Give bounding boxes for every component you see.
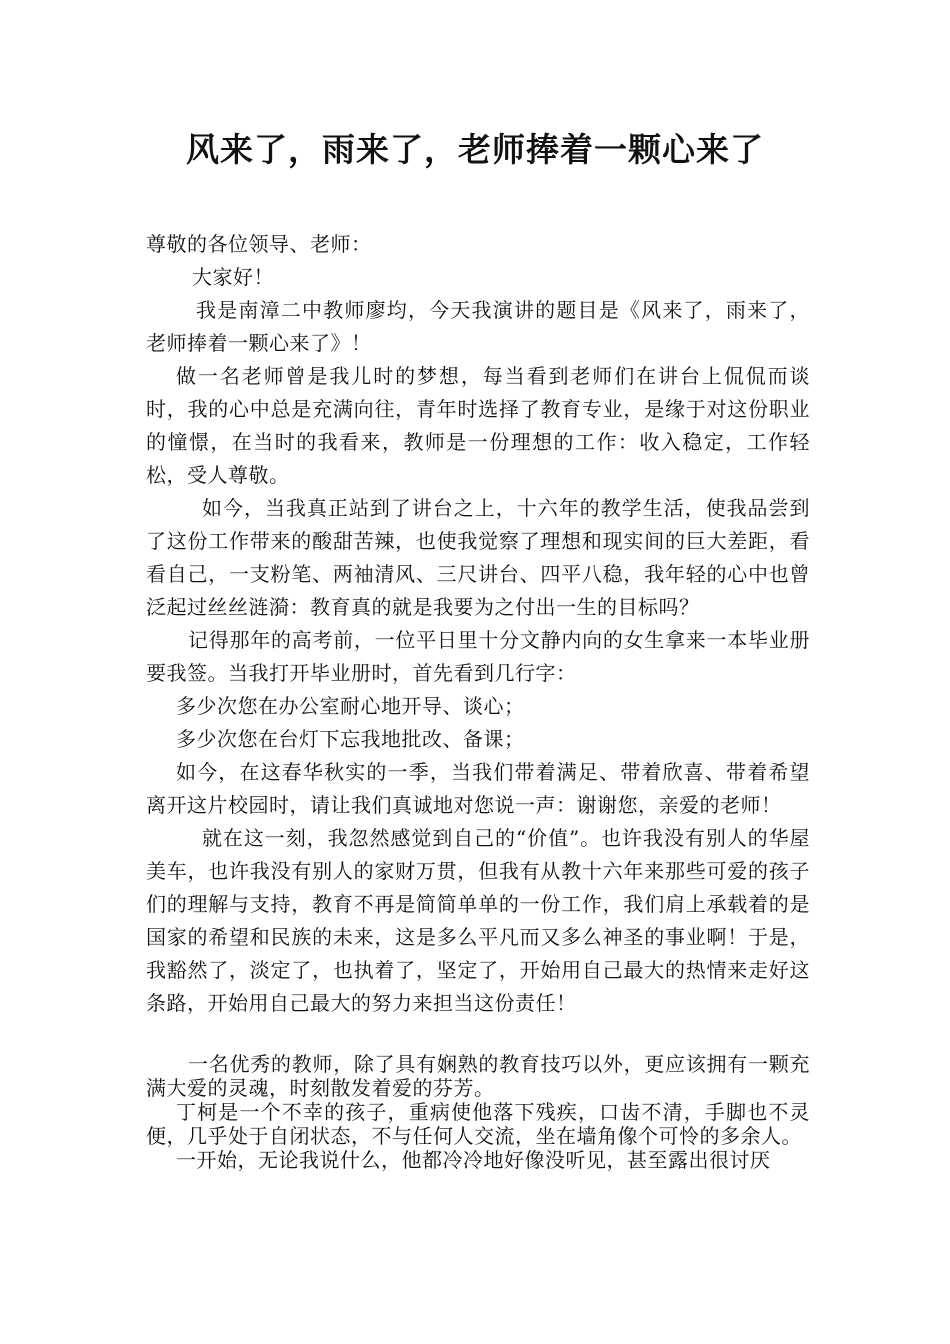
salutation: 尊敬的各位领导、老师： bbox=[146, 232, 372, 256]
speech-body-part-2 bbox=[146, 1052, 810, 1172]
reflection-paragraph: 如今，当我真正站到了讲台之上，十六年的教学生活，使我品尝到了这份工作带来的酸甜苦辣，也使我觉察了理想和现实间的巨大差距，看看自己，一支粉笔、两袖清风、三尺讲台、四平八稳，我年轻的心中也曾泛起过丝丝涟漪：教育真的就是我要为之付出一生的目标吗？ bbox=[146, 496, 810, 619]
childhood-dream-paragraph: 做一名老师曾是我儿时的梦想，每当看到老师们在讲台上侃侃而谈时，我的心中总是充满向往，青年时选择了教育专业，是缘于对这份职业的憧憬，在当时的我看来，教师是一份理想的工作：收入稳定，工作轻松，受人尊敬。 bbox=[146, 364, 810, 487]
yearbook-line-3: 如今，在这春华秋实的一季，当我们带着满足、带着欣喜、带着希望离开这片校园时，请让我们真诚地对您说一声：谢谢您，亲爱的老师！ bbox=[146, 760, 810, 817]
excellent-teacher-paragraph: 一名优秀的教师，除了具有娴熟的教育技巧以外，更应该拥有一颗充满大爱的灵魂，时刻散发着爱的芬芳。 bbox=[146, 1052, 810, 1100]
story-continuation-paragraph: 一开始，无论我说什么，他都冷冷地好像没听见，甚至露出很讨厌 bbox=[176, 1148, 771, 1172]
document-title: 风来了，雨来了，老师捧着一颗心来了 bbox=[186, 130, 764, 169]
yearbook-line-1: 多少次您在办公室耐心地开导、谈心； bbox=[176, 694, 525, 718]
greeting: 大家好！ bbox=[192, 265, 274, 289]
value-paragraph: 就在这一刻，我忽然感觉到自己的“价值”。也许我没有别人的华屋美车，也许我没有别人的家财万贯，但我有从教十六年来那些可爱的孩子们的理解与支持，教育不再是简简单单的一份工作，我们肩上承载着的是国家的希望和民族的未来，这是多么平凡而又多么神圣的事业啊！于是，我豁然了，淡定了，也执着了，坚定了，开始用自己最大的热情来走好这条路，开始用自己最大的努力来担当这份责任！ bbox=[146, 826, 810, 1015]
student-story-paragraph: 丁柯是一个不幸的孩子，重病使他落下残疾，口齿不清，手脚也不灵便，几乎处于自闭状态，不与任何人交流，坐在墙角像个可怜的多余人。 bbox=[146, 1100, 810, 1148]
yearbook-paragraph: 记得那年的高考前，一位平日里十分文静内向的女生拿来一本毕业册要我签。当我打开毕业册时，首先看到几行字： bbox=[146, 628, 810, 685]
speech-body-part-1 bbox=[146, 228, 810, 1020]
yearbook-line-2: 多少次您在台灯下忘我地批改、备课； bbox=[176, 727, 525, 751]
introduction-paragraph: 我是南漳二中教师廖均，今天我演讲的题目是《风来了，雨来了，老师捧着一颗心来了》！ bbox=[146, 298, 810, 355]
